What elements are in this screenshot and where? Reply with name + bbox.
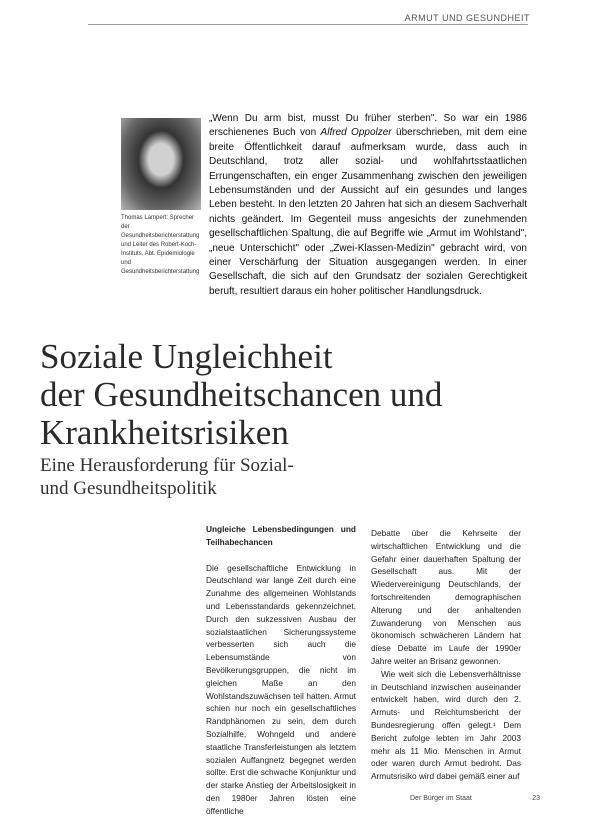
section-header: ARMUT UND GESUNDHEIT xyxy=(401,13,530,23)
title-line-3: Krankheitsrisiken xyxy=(40,413,289,452)
article-subtitle xyxy=(40,454,400,500)
header-rule xyxy=(88,24,528,25)
intro-author-name: Alfred Oppolzer xyxy=(320,127,392,139)
intro-rest: überschrieben, mit dem eine breite Öffentlichkeit darauf aufmerksam wurde, dass auch in Deutschland, trotz aller sozial- und wohlfahrtsstaatlichen Errungenschaften, ein enger Zusammenhang zwischen den jeweiligen Lebensumständen und der Aussicht auf ein gesundes und langes Leben besteht. In den letzten 20 Jahren hat sich an diesem Sachverhalt nichts geändert. Im Gegenteil muss angesichts der zunehmenden gesellschaftlichen Spaltung, die auf Begriffe wie „Armut im Wohlstand", „neue Unterschicht" oder „Zwei-Klassen-Medizin" gebracht wird, von einer Verschärfung der Situation ausgegangen werden. In einer Gesellschaft, die sich auf den Grundsatz der sozialen Gerechtigkeit beruft, resultiert daraus ein hoher politischer Handlungsdruck. xyxy=(209,127,528,297)
intro-paragraph xyxy=(209,112,527,299)
subtitle-line-2: und Gesundheitspolitik xyxy=(40,478,217,499)
journal-name: Der Bürger im Staat xyxy=(410,795,472,802)
page-number: 23 xyxy=(532,795,540,802)
body-paragraph-3: Wie weit sich die Lebensverhältnisse in Deutschland inzwischen auseinander entwickelt haben, wird durch den 2. Armuts- und Reichtumsbericht der Bundesregierung offen gelegt.¹ Dem Bericht zufolge lebten im Jahr 2003 mehr als 11 Mio. Menschen in Armut oder waren durch Armut bedroht. Das Armutsrisiko wird dabei gemäß einer auf xyxy=(371,668,521,782)
author-caption: Thomas Lampert: Sprecher der Gesundheitsberichterstattung und Leiter des Robert-Koch-Instituts, Abt. Epidemiologie und Gesundheitsberichterstattung xyxy=(121,215,200,275)
page-footer xyxy=(410,795,540,802)
article-title xyxy=(40,338,560,452)
body-paragraph-1: Die gesellschaftliche Entwicklung in Deutschland war lange Zeit durch eine Zunahme des allgemeinen Wohlstands und Lebensstandards gekennzeichnet. Durch den sukzessiven Ausbau der sozialstaatlichen Sicherungssysteme verbesserten sich auch die Lebensumstände von Bevölkerungsgruppen, die nicht im gleichen Maße an den Wohlstandszuwächsen teil hatten. Armut schien nur noch ein gesellschaftliches Randphänomen zu sein, dem durch Sozialhilfe, Wohngeld und andere staatliche Transferleistungen als letztem sozialen Auffangnetz begegnet werden sollte. Erst die schwache Konjunktur und der starke Anstieg der Arbeitslosigkeit in den 1980er Jahren lösten eine öffentliche xyxy=(206,562,356,816)
body-column-right xyxy=(371,527,521,783)
title-line-2: der Gesundheitschancen und xyxy=(40,375,443,414)
body-paragraph-2: Debatte über die Kehrseite der wirtschaftlichen Entwicklung und die Gefahr einer dauerhaften Spaltung der Gesellschaft aus. Mit der Wiedervereinigung Deutschlands, der fortschreitenden demographischen Alterung und der anhaltenden Zuwanderung von Menschen aus ökonomisch schwächeren Ländern hat diese Debatte im Laufe der 1990er Jahre weiter an Brisanz gewonnen. xyxy=(371,528,521,666)
title-line-1: Soziale Ungleichheit xyxy=(40,337,333,376)
intro-quote: „Wenn Du arm bist, musst Du früher sterben". So war ein 1986 erschienenes Buch von xyxy=(209,113,527,139)
subtitle-line-1: Eine Herausforderung für Sozial- xyxy=(40,455,294,476)
body-column-left xyxy=(206,523,356,818)
author-photo xyxy=(121,118,201,210)
section-subhead: Ungleiche Lebensbedingungen und Teilhabechancen xyxy=(206,524,356,547)
